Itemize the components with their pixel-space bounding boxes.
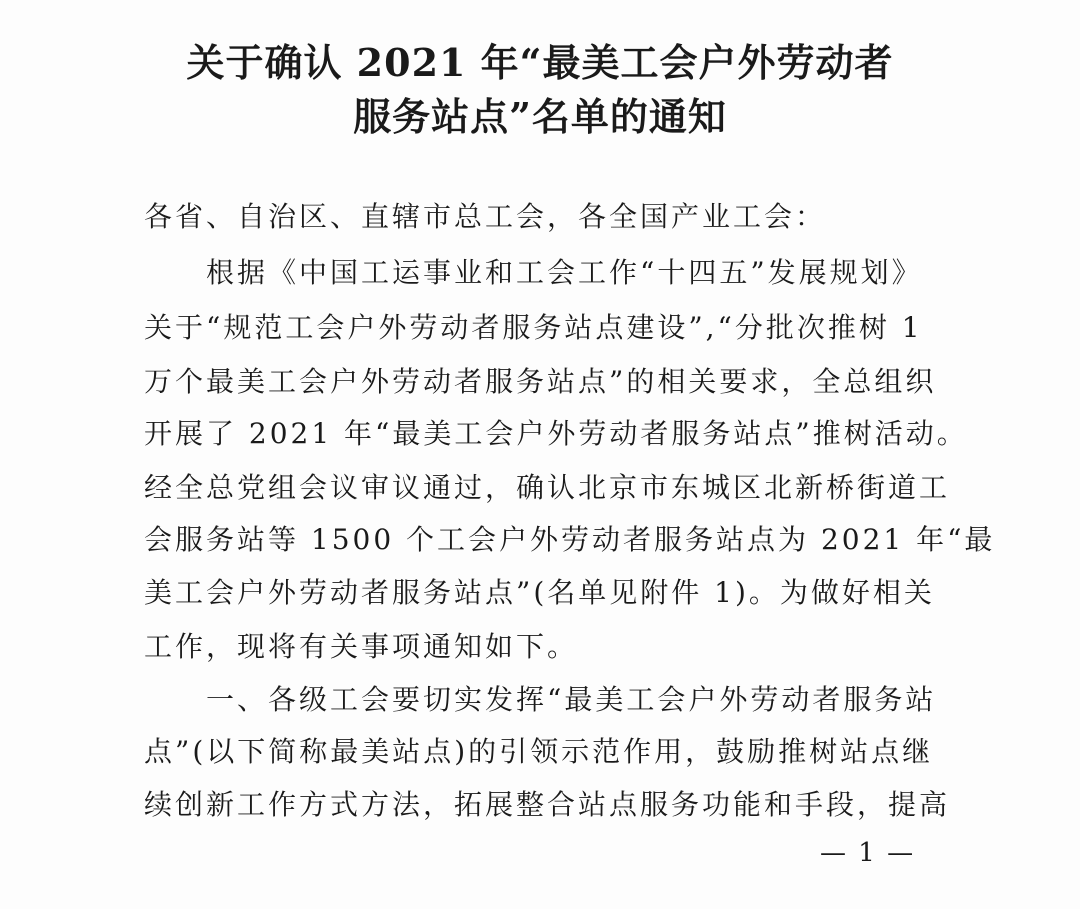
body-line-5: 经全总党组会议审议通过，确认北京市东城区北新桥街道工 — [144, 471, 951, 504]
document-title-line-1: 关于确认 2021 年“最美工会户外劳动者 — [186, 40, 894, 85]
document-title-line-2: 服务站点”名单的通知 — [353, 94, 727, 139]
body-line-4: 开展了 2021 年“最美工会户外劳动者服务站点”推树活动。 — [144, 417, 968, 450]
body-line-2: 关于“规范工会户外劳动者服务站点建设”,“分批次推树 1 — [144, 311, 923, 344]
body-line-9: 一、各级工会要切实发挥“最美工会户外劳动者服务站 — [144, 683, 937, 716]
body-line-8: 工作，现将有关事项通知如下。 — [144, 630, 579, 663]
body-line-10: 点”(以下简称最美站点)的引领示范作用，鼓励推树站点继 — [144, 735, 934, 768]
salutation-line: 各省、自治区、直辖市总工会，各全国产业工会： — [144, 200, 827, 233]
body-line-11: 续创新工作方式方法，拓展整合站点服务功能和手段，提高 — [144, 788, 951, 821]
page-number: — 1 — — [820, 838, 916, 868]
body-line-6: 会服务站等 1500 个工会户外劳动者服务站点为 2021 年“最 — [144, 523, 996, 556]
body-line-1: 根据《中国工运事业和工会工作“十四五”发展规划》 — [144, 256, 923, 289]
body-line-7: 美工会户外劳动者服务站点”(名单见附件 1)。为做好相关 — [144, 576, 935, 609]
body-line-3: 万个最美工会户外劳动者服务站点”的相关要求，全总组织 — [144, 365, 937, 398]
